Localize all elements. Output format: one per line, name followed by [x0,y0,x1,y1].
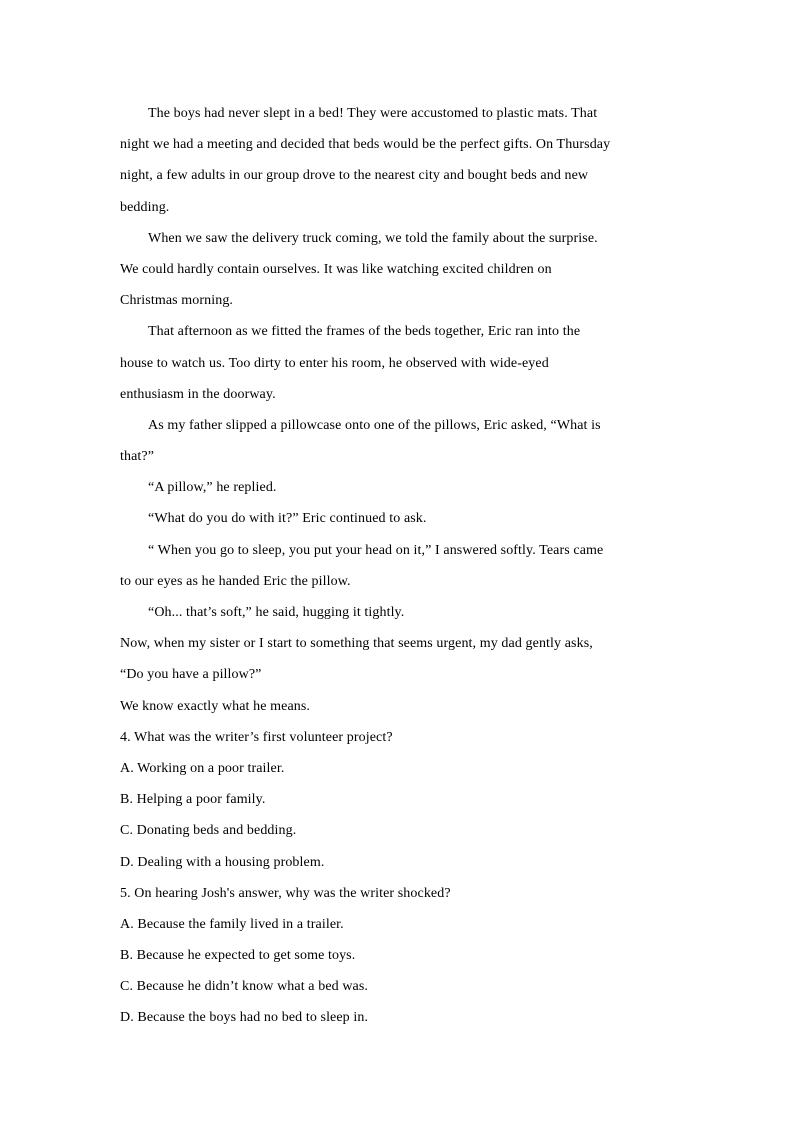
answer-option-b: B. Helping a poor family. [120,792,266,808]
paragraph [120,503,670,534]
text-line: That afternoon as we fitted the frames of the beds together, Eric ran into the [148,324,581,340]
paragraph [120,223,670,317]
text-line: When we saw the delivery truck coming, we told the family about the surprise. [148,230,598,246]
text-line: We know exactly what he means. [120,698,311,714]
answer-option-c: C. Because he didn’t know what a bed was. [120,979,369,995]
text-line: Now, when my sister or I start to something that seems urgent, my dad gently asks, [120,636,593,652]
text-line: The boys had never slept in a bed! They were accustomed to plastic mats. That [148,106,598,121]
paragraph [120,691,670,722]
document-page [120,98,670,1034]
text-line: “ When you go to sleep, you put your head on it,” I answered softly. Tears came [148,542,604,558]
question-stem: 4. What was the writer’s first volunteer project? [120,729,393,745]
paragraph [120,316,670,410]
text-line: “Oh... that’s soft,” he said, hugging it tightly. [148,605,405,620]
answer-option-b: B. Because he expected to get some toys. [120,948,356,964]
text-line: “Do you have a pillow?” [120,667,262,683]
question-stem: 5. On hearing Josh's answer, why was the writer shocked? [120,885,451,901]
paragraph [120,98,670,223]
text-line: that?” [120,449,155,465]
text-line: enthusiasm in the doorway. [120,386,276,402]
paragraph [120,597,670,628]
text-line: night, a few adults in our group drove to the nearest city and bought beds and new [120,168,589,184]
question-4 [120,722,670,878]
answer-option-d: D. Because the boys had no bed to sleep in. [120,1010,369,1026]
paragraph [120,472,670,503]
answer-option-a: A. Because the family lived in a trailer. [120,916,344,932]
text-line: to our eyes as he handed Eric the pillow. [120,573,351,589]
answer-option-d: D. Dealing with a housing problem. [120,854,325,870]
answer-option-c: C. Donating beds and bedding. [120,823,297,839]
text-line: bedding. [120,199,170,215]
text-line: We could hardly contain ourselves. It was like watching excited children on [120,261,552,277]
paragraph [120,535,670,597]
text-line: “A pillow,” he replied. [148,480,277,496]
paragraph [120,410,670,472]
answer-option-a: A. Working on a poor trailer. [120,760,285,776]
text-line: “What do you do with it?” Eric continued to ask. [148,511,427,527]
text-line: night we had a meeting and decided that beds would be the perfect gifts. On Thursday [120,137,611,153]
text-line: As my father slipped a pillowcase onto one of the pillows, Eric asked, “What is [148,417,601,433]
paragraph [120,628,670,690]
text-line: Christmas morning. [120,293,234,309]
text-line: house to watch us. Too dirty to enter his room, he observed with wide-eyed [120,355,549,371]
question-5 [120,878,670,1034]
